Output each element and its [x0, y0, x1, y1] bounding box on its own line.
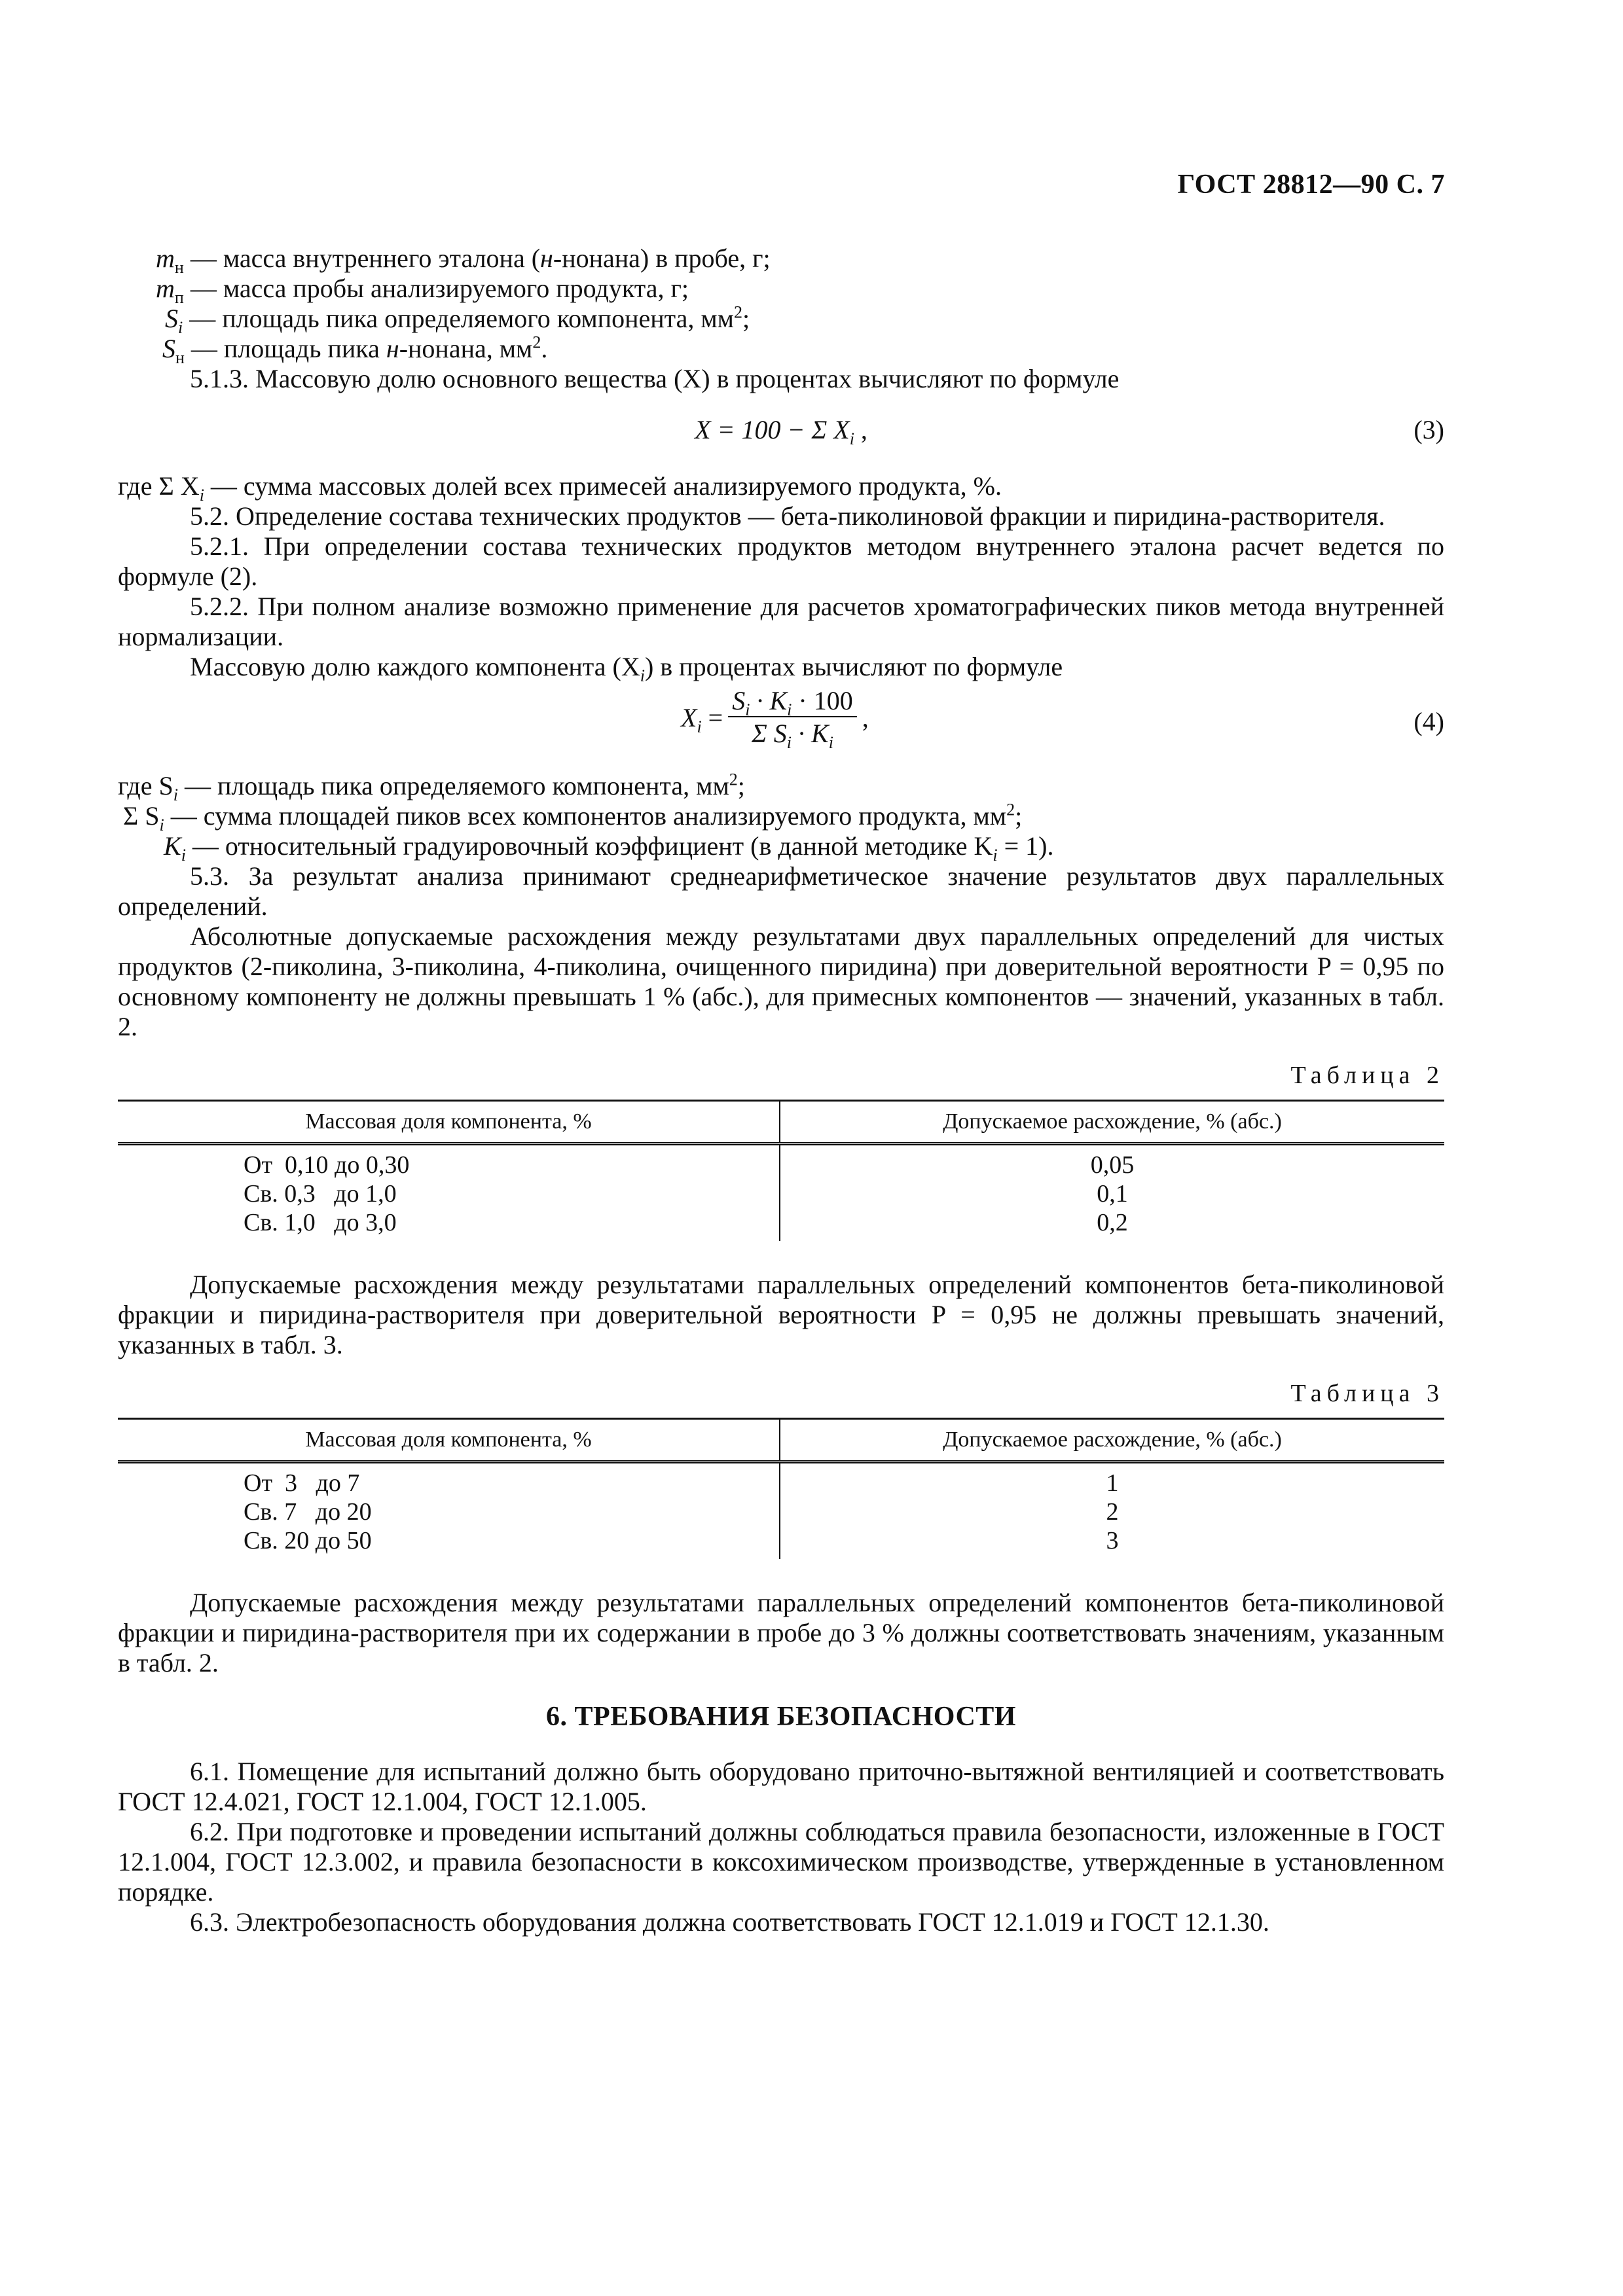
paragraph-after-table-3: Допускаемые расхождения между результатами параллельных определений компонентов бета-пиколиновой фракции и пиридина-растворителя при их содержании в пробе до 3 % должны соответствовать значениям, указанным в табл. 2.: [118, 1588, 1444, 1677]
section-6-title: 6. ТРЕБОВАНИЯ БЕЗОПАСНОСТИ: [546, 1702, 1016, 1732]
formula-number: (4): [1413, 707, 1444, 736]
column-header: Допускаемое расхождение, % (абс.): [780, 1101, 1444, 1144]
table-cell: Св. 7 до 20: [244, 1498, 372, 1526]
formula-number: (3): [1413, 415, 1444, 444]
definitions-list: [118, 243, 1444, 367]
table-cell: 3: [1106, 1527, 1119, 1554]
table-row: [118, 1144, 1444, 1180]
definition-mass-sample: $m_п$ — масса пробы анализируемого продукта, г;: [156, 274, 689, 307]
table-header-row: [118, 1101, 1444, 1144]
paragraph-5-3: 5.3. За результат анализа принимают среднеарифметическое значение результатов двух параллельных определений.: [118, 861, 1444, 921]
column-header: Массовая доля компонента, %: [118, 1101, 780, 1144]
table-cell: 0,05: [1090, 1151, 1135, 1179]
table-cell: От 3 до 7: [244, 1469, 360, 1497]
where-clause-3: где Σ $X_i$ — сумма массовых долей всех примесей анализируемого продукта, %.: [118, 471, 1002, 505]
table-3: [118, 1418, 1444, 1559]
paragraph-xi-formula-intro: Массовую долю каждого компонента $(X_i)$ в процентах вычисляют по формуле: [190, 652, 1063, 685]
table-2-caption: Таблица 2: [1290, 1062, 1444, 1089]
formula-4: $X_i$ = $\frac{S_i \cdot K_i \cdot 100}{\Sigma S_i \cdot K_i}$ , (4): [681, 686, 1444, 752]
paragraph-5-2: 5.2. Определение состава технических продуктов — бета-пиколиновой фракции и пиридина-растворителя.: [190, 501, 1385, 531]
table-cell: 1: [1106, 1469, 1119, 1497]
table-row: [118, 1498, 1444, 1526]
table-row: [118, 1526, 1444, 1559]
table-row: [118, 1462, 1444, 1498]
column-header: Массовая доля компонента, %: [118, 1419, 780, 1462]
table-cell: 0,2: [1097, 1209, 1128, 1236]
definition-peak-area-nonane: $S_н$ — площадь пика н-нонана, $мм^2$.: [162, 332, 548, 367]
paragraph-5-2-2: 5.2.2. При полном анализе возможно применение для расчетов хроматографических пиков метода внутренней нормализации.: [118, 592, 1444, 651]
paragraph-6-3: 6.3. Электробезопасность оборудования должна соответствовать ГОСТ 12.1.019 и ГОСТ 12.1.30.: [190, 1907, 1269, 1937]
table-3-caption: Таблица 3: [1290, 1380, 1444, 1407]
table-cell: От 0,10 до 0,30: [244, 1151, 410, 1179]
table-2: [118, 1100, 1444, 1241]
page-header: ГОСТ 28812—90 С. 7: [1177, 170, 1445, 200]
paragraph-6-2: 6.2. При подготовке и проведении испытаний должны соблюдаться правила безопасности, изложенные в ГОСТ 12.1.004, ГОСТ 12.3.002, и правила безопасности в коксохимическом производстве, утвержденные в установленном порядке.: [118, 1817, 1444, 1907]
definition-peak-area-component: $S_i$ — площадь пика определяемого компонента, $мм^2$;: [165, 302, 750, 337]
table-cell: Св. 20 до 50: [244, 1527, 372, 1554]
definitions-list-2: [118, 770, 1444, 865]
table-cell: 2: [1106, 1498, 1119, 1526]
paragraph-absolute-tolerances: Абсолютные допускаемые расхождения между результатами двух параллельных определений для чистых продуктов (2-пиколина, 3-пиколина, 4-пиколина, очищенного пиридина) при доверительной вероятности P = 0,95 по основному компоненту не должны превышать 1 % (абс.), для примесных компонентов — значений, указанных в табл. 2.: [118, 922, 1444, 1041]
formula-3: X = 100 − Σ $X_i$ , (3): [695, 415, 1444, 448]
table-cell: Св. 0,3 до 1,0: [244, 1180, 397, 1208]
definition-mass-standard: $m_н$ — масса внутреннего эталона (н-нонана) в пробе, г;: [156, 243, 771, 277]
table-cell: Св. 1,0 до 3,0: [244, 1209, 397, 1236]
table-row: [118, 1179, 1444, 1208]
paragraph-5-2-1: 5.2.1. При определении состава технических продуктов методом внутреннего эталона расчет ведется по формуле (2).: [118, 531, 1444, 591]
paragraph-table-3-intro: Допускаемые расхождения между результатами параллельных определений компонентов бета-пиколиновой фракции и пиридина-растворителя при доверительной вероятности P = 0,95 не должны превышать значений, указанных в табл. 3.: [118, 1270, 1444, 1359]
definition-si: где $S_i$ — площадь пика определяемого компонента, $мм^2$;: [118, 770, 745, 804]
definition-sum-si: Σ $S_i$ — сумма площадей пиков всех компонентов анализируемого продукта, $мм^2$;: [123, 800, 1023, 834]
table-row: [118, 1208, 1444, 1241]
paragraph-6-1: 6.1. Помещение для испытаний должно быть оборудовано приточно-вытяжной вентиляцией и соответствовать ГОСТ 12.4.021, ГОСТ 12.1.004, ГОСТ 12.1.005.: [118, 1757, 1444, 1816]
column-header: Допускаемое расхождение, % (абс.): [780, 1419, 1444, 1462]
fraction: $\frac{S_i \cdot K_i \cdot 100}{\Sigma S_i \cdot K_i}$: [728, 686, 856, 750]
definition-ki: $K_i$ — относительный градуировочный коэффициент (в данной методике $K_i = 1$).: [164, 831, 1054, 865]
table-cell: 0,1: [1097, 1180, 1128, 1208]
paragraph-5-1-3: 5.1.3. Массовую долю основного вещества (X) в процентах вычисляют по формуле: [190, 364, 1120, 393]
table-header-row: [118, 1419, 1444, 1462]
page-content: [118, 243, 1444, 1937]
